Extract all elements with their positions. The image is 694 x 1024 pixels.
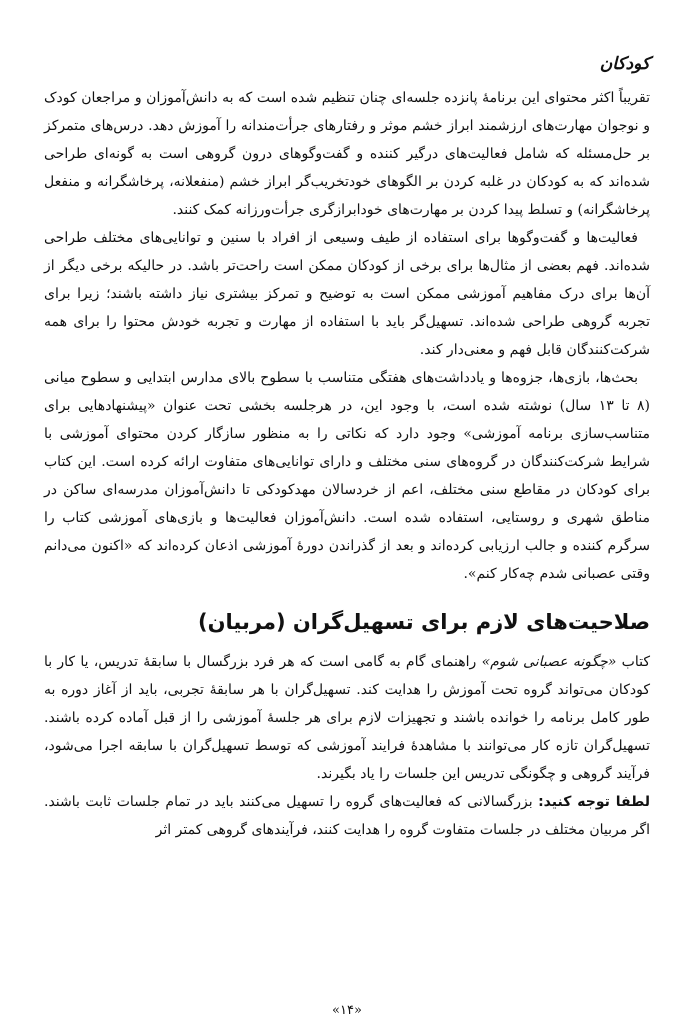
paragraph: بحث‌ها، بازی‌ها، جزوه‌ها و یادداشت‌های هفتگی متناسب با سطوح بالای مدارس ابتدایی و سطوح میانی (۸ تا ۱۳ سال) نوشته شده است، با وجود این، در هرجلسه بخشی تحت عنوان «پیشنهادهایی برای متناسب‌سازی برنامه آموزشی» وجود دارد که نکاتی را به منظور سازگار کردن محتوای آموزشی با شرایط شرکت‌کنندگان در گروه‌های سنی مختلف و دارای توانایی‌های متفاوت ارائه کرده است. این کتاب برای کودکان در مقاطع سنی مختلف، اعم از خردسالان مهدکودکی تا دانش‌آموزان مدرسه‌ای ساکن در مناطق شهری و روستایی، استفاده شده است. دانش‌آموزان فعالیت‌ها و بازی‌های آموزشی کتاب را سرگرم کننده و جالب ارزیابی کرده‌اند و بعد از گذراندن دورهٔ آموزشی اذعان کرده‌اند که «اکنون می‌دانم وقتی عصبانی شدم چه‌کار کنم». — [44, 370, 650, 582]
paragraph-text: کتاب — [616, 654, 650, 670]
subsection-title: کودکان — [599, 54, 650, 74]
note-paragraph — [44, 788, 650, 844]
note-label: لطفا توجه کنید: — [538, 794, 650, 810]
page-number: «۱۴» — [332, 1003, 362, 1018]
paragraph-text: راهنمای گام به گامی است که هر فرد بزرگسال با سابقهٔ تدریس، یا کار با کودکان می‌تواند گروه تحت آموزش را هدایت کند. تسهیل‌گران با هر سابقهٔ تجربی، باید از آغاز دوره به طور کامل برنامه را خوانده باشند و تجهیزات لازم برای هر جلسهٔ آموزشی را از قبل آماده کرده باشند. تسهیل‌گران تازه کار می‌توانند با مشاهدهٔ فرایند آموزشی که توسط تسهیل‌گران با سابقه اجرا می‌شود، فرآیند گروهی و چگونگی تدریس این جلسات را یاد بگیرند. — [44, 654, 650, 782]
note-text: بزرگسالانی که فعالیت‌های گروه را تسهیل می‌کنند باید در تمام جلسات ثابت باشند. اگر مربیان مختلف در جلسات متفاوت گروه را هدایت کنند، فرآیندهای گروهی کمتر اثر — [44, 794, 650, 838]
paragraph: تقریباً اکثر محتوای این برنامهٔ پانزده جلسه‌ای چنان تنظیم شده است که به دانش‌آموزان و مراجعان کودک و نوجوان مهارت‌های ارزشمند ابراز خشم موثر و رفتارهای جرأت‌مندانه را آموزش دهد. درس‌های متمرکز بر حل‌مسئله که شامل فعالیت‌های درگیر کننده و گفت‌وگوهای درون گروهی است به گونه‌ای طراحی شده‌اند که به کودکان در غلبه کردن بر الگوهای خودتخریب‌گر ابراز خشم (منفعلانه، پرخاشگرانه و منفعل پرخاشگرانه) و تسلط پیدا کردن بر مهارت‌های خودابرازگری جرأت‌ورزانه کمک کنند. — [44, 90, 650, 218]
paragraph — [44, 648, 650, 788]
book-title: «چگونه عصبانی شوم» — [481, 654, 617, 670]
section-title: صلاحیت‌های لازم برای تسهیل‌گران (مربیان) — [198, 610, 650, 634]
paragraph: فعالیت‌ها و گفت‌وگوها برای استفاده از طیف وسیعی از افراد با سنین و توانایی‌های مختلف طراحی شده‌اند. فهم بعضی از مثال‌ها برای برخی از کودکان ممکن است راحت‌تر باشد. در حالیکه برخی دیگر از آن‌ها برای درک مفاهیم آموزشی ممکن است به توضیح و تمرکز بیشتری نیاز داشته باشند؛ زیرا برای تجربه گروهی طراحی شده‌اند. تسهیل‌گر باید با استفاده از مهارت و تجربه خودش محتوا را برای همه شرکت‌کنندگان قابل فهم و معنی‌دار کند. — [44, 230, 650, 358]
